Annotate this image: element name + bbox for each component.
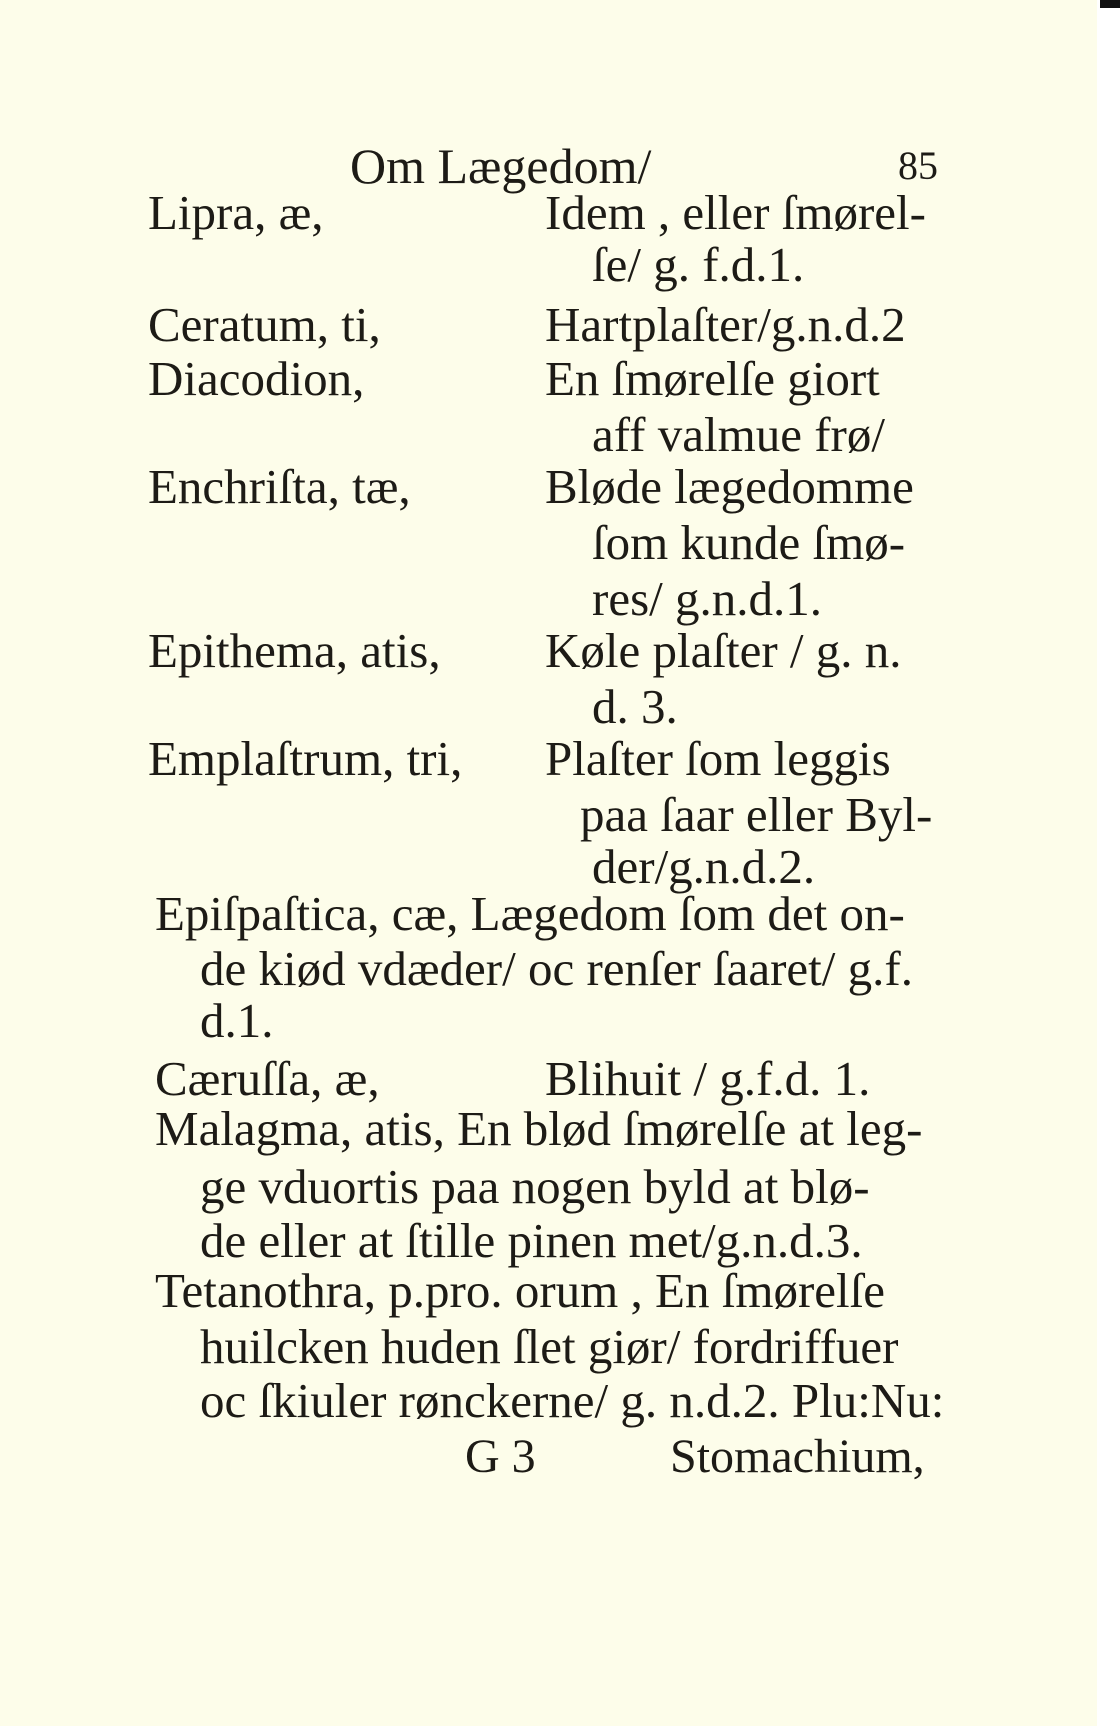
scan-margin [1097,0,1120,1726]
signature-mark: G 3 [465,1430,536,1483]
entry-line: Tetanothra, p.pro. orum , En ſmørelſe [155,1263,885,1318]
danish-gloss-line: Bløde lægedomme [545,459,914,514]
danish-gloss-line: d. 3. [592,679,678,734]
entry-line: Epiſpaſtica, cæ, Lægedom ſom det on- [155,886,905,941]
entry-line: de eller at ſtille pinen met/g.n.d.3. [200,1213,863,1268]
entry-line: oc ſkiuler rønckerne/ g. n.d.2. Plu:Nu: [200,1373,945,1428]
danish-gloss-line: Køle plaſter / g. n. [545,623,902,678]
latin-term: Emplaſtrum, tri, [148,731,463,786]
entry-line: Malagma, atis, En blød ſmørelſe at leg- [155,1101,923,1156]
danish-gloss-line: Idem , eller ſmørel- [545,185,926,240]
danish-gloss-line: Blihuit / g.f.d. 1. [545,1051,871,1106]
entry-line: huilcken huden ſlet giør/ fordriffuer [200,1319,899,1374]
page-number: 85 [898,143,938,188]
catchword: Stomachium, [670,1430,925,1483]
latin-term: Enchriſta, tæ, [148,459,411,514]
danish-gloss-line: En ſmørelſe giort [545,351,880,406]
scan-mark [1100,0,1120,8]
danish-gloss-line: ſe/ g. f.d.1. [592,237,805,292]
entry-line: d.1. [200,993,274,1048]
danish-gloss-line: der/g.n.d.2. [592,839,816,894]
latin-term: Lipra, æ, [148,185,324,240]
entry-line: ge vduortis paa nogen byld at blø- [200,1159,870,1214]
danish-gloss-line: aff valmue frø/ [592,407,885,462]
danish-gloss-line: paa ſaar eller Byl- [580,787,933,842]
danish-gloss-line: res/ g.n.d.1. [592,571,822,626]
latin-term: Cæruſſa, æ, [155,1051,380,1106]
entry-line: de kiød vdæder/ oc renſer ſaaret/ g.f. [200,941,913,996]
running-head: Om Lægedom/ [350,138,652,194]
danish-gloss-line: Hartplaſter/g.n.d.2 [545,297,906,352]
danish-gloss-line: Plaſter ſom leggis [545,731,891,786]
latin-term: Epithema, atis, [148,623,441,678]
danish-gloss-line: ſom kunde ſmø- [592,515,906,570]
latin-term: Diacodion, [148,351,365,406]
latin-term: Ceratum, ti, [148,297,381,352]
